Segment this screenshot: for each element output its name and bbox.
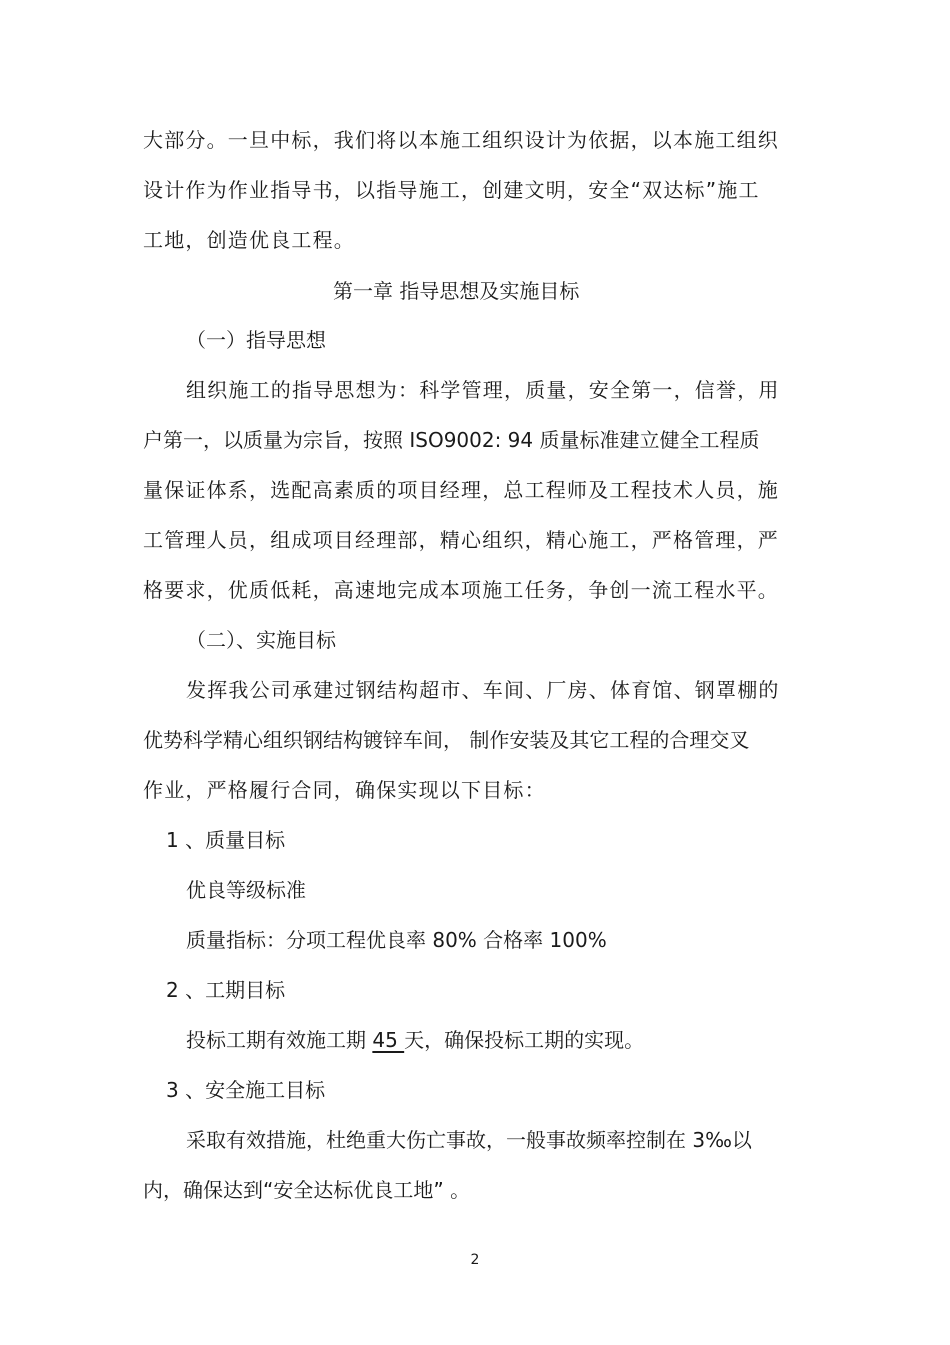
intro-line-2: 设计作为作业指导书，以指导施工，创建文明，安全“双达标”施工 (143, 178, 760, 202)
schedule-pre: 投标工期有效施工期 (186, 1028, 373, 1052)
paragraph-line: 内，确保达到“安全达标优良工地” 。 (143, 1178, 471, 1202)
goal-heading-schedule: 2 、工期目标 (166, 978, 286, 1002)
paragraph-line: 量保证体系，选配高素质的项目经理，总工程师及工程技术人员，施 (143, 478, 779, 502)
paragraph-line: 组织施工的指导思想为：科学管理，质量，安全第一，信誉，用 (186, 378, 780, 402)
paragraph-line: 户第一，以质量为宗旨，按照 ISO9002: 94 质量标准建立健全工程质 (143, 428, 760, 452)
schedule-statement (186, 1026, 644, 1054)
goal-heading-safety: 3 、安全施工目标 (166, 1078, 326, 1102)
paragraph-line: 发挥我公司承建过钢结构超市、车间、厂房、体育馆、钢罩棚的 (186, 678, 780, 702)
paragraph-line: 采取有效措施，杜绝重大伤亡事故，一般事故频率控制在 3‰以 (186, 1128, 752, 1152)
paragraph-line: 作业，严格履行合同，确保实现以下目标： (143, 778, 546, 802)
schedule-post: 天，确保投标工期的实现。 (404, 1028, 645, 1052)
section-heading-targets: （二）、实施目标 (186, 628, 336, 652)
page-number: 2 (470, 1252, 480, 1268)
section-heading-guiding-thought: （一）指导思想 (186, 328, 326, 352)
schedule-days: 45 (372, 1028, 405, 1052)
intro-line-3: 工地，创造优良工程。 (143, 228, 355, 252)
paragraph-line: 格要求，优质低耗，高速地完成本项施工任务，争创一流工程水平。 (143, 578, 779, 602)
paragraph-line: 工管理人员，组成项目经理部，精心组织，精心施工，严格管理，严 (143, 528, 779, 552)
paragraph-line: 优势科学精心组织钢结构镀锌车间， 制作安装及其它工程的合理交叉 (143, 728, 750, 752)
quality-indicator: 质量指标：分项工程优良率 80% 合格率 100% (186, 928, 607, 952)
intro-line-1: 大部分。一旦中标，我们将以本施工组织设计为依据，以本施工组织 (143, 128, 779, 152)
goal-heading-quality: 1 、质量目标 (166, 828, 286, 852)
chapter-title: 第一章 指导思想及实施目标 (333, 279, 580, 303)
quality-grade: 优良等级标准 (186, 878, 306, 902)
